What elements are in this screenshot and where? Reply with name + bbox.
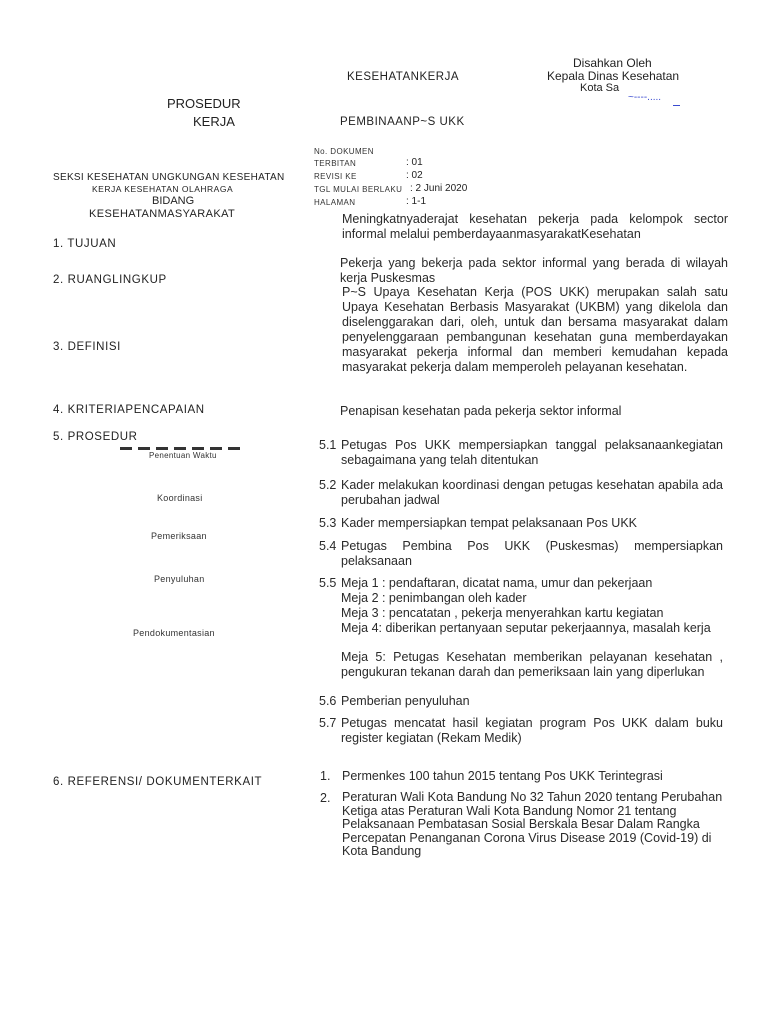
step-text: Meja 5: Petugas Kesehatan memberikan pelayanan kesehatan , pengukuran tekanan darah dan pemeriksaan lain yang diperlukan xyxy=(341,650,723,679)
meta-halaman-label: HALAMAN xyxy=(314,198,356,207)
org-line2: KERJA KESEHATAN OLAHRAGA xyxy=(92,184,234,194)
org-line3: BIDANG xyxy=(152,195,195,207)
referensi-number: 1. xyxy=(320,769,331,783)
dashed-divider xyxy=(120,437,252,445)
meta-revisi-value: : 02 xyxy=(406,170,423,181)
org-line4: KESEHATANMASYARAKAT xyxy=(89,208,236,220)
step-text: Meja 3 : pencatatan , pekerja menyerahkan kartu kegiatan xyxy=(341,606,664,620)
section-referensi: 6. REFERENSI/ DOKUMENTERKAIT xyxy=(53,776,263,788)
step-number: 5.4 xyxy=(319,539,337,553)
document-title-line2: KERJA xyxy=(193,114,235,129)
step-number: 5.2 xyxy=(319,478,337,492)
meta-terbitan-value: : 01 xyxy=(406,157,423,168)
topic-kesehatan-kerja: KESEHATANKERJA xyxy=(347,71,460,83)
referensi-number: 2. xyxy=(320,791,331,805)
meta-halaman-value: : 1-1 xyxy=(406,196,427,207)
step-text: Meja 4: diberikan pertanyaan seputar pekerjaannya, masalah kerja xyxy=(341,621,711,635)
signature-mark: ~----..... xyxy=(628,92,662,103)
step-number: 5.7 xyxy=(319,716,337,730)
section-prosedur: 5. PROSEDUR xyxy=(53,431,138,443)
step-number: 5.1 xyxy=(319,438,337,452)
meta-revisi-label: REVISI KE xyxy=(314,172,357,181)
approval-line1: Disahkan Oleh xyxy=(573,56,652,70)
document-title-line1: PROSEDUR xyxy=(167,96,241,111)
section-kriteria: 4. KRITERIAPENCAPAIAN xyxy=(53,404,205,416)
section-ruang-lingkup: 2. RUANGLINGKUP xyxy=(53,274,167,286)
label-koordinasi: Koordinasi xyxy=(157,493,203,503)
step-number: 5.3 xyxy=(319,516,337,530)
label-penentuan-waktu: Penentuan Waktu xyxy=(149,451,217,460)
step-text: Meja 1 : pendaftaran, dicatat nama, umur dan pekerjaan xyxy=(341,576,653,590)
label-pemeriksaan: Pemeriksaan xyxy=(151,531,207,541)
org-line1: SEKSI KESEHATAN UNGKUNGAN KESEHATAN xyxy=(53,172,285,183)
step-text: Petugas Pos UKK mempersiapkan tanggal pelaksanaankegiatan sebagaimana yang telah ditentukan xyxy=(341,438,723,467)
step-text: Kader mempersiapkan tempat pelaksanaan Pos UKK xyxy=(341,516,637,530)
section-definisi: 3. DEFINISI xyxy=(53,341,121,353)
step-number: 5.5 xyxy=(319,576,337,590)
step-text: Pemberian penyuluhan xyxy=(341,694,470,708)
signature-underline xyxy=(673,105,680,106)
meta-terbitan-label: TERBITAN xyxy=(314,159,357,168)
tujuan-text: Meningkatnyaderajat kesehatan pekerja pada kelompok sector informal melalui pemberdayaanmasyarakatKesehatan xyxy=(342,212,728,241)
kriteria-text: Penapisan kesehatan pada pekerja sektor informal xyxy=(340,404,622,418)
section-tujuan: 1. TUJUAN xyxy=(53,238,117,250)
step-text: Petugas Pembina Pos UKK (Puskesmas) mempersiapkan pelaksanaan xyxy=(341,539,723,568)
referensi-text: Peraturan Wali Kota Bandung No 32 Tahun 2020 tentang Perubahan Ketiga atas Peraturan Wali Kota Bandung Nomor 21 tentang Pelaksanaan Pembatasan Sosial Berskala Besar Dalam Rangka Percepatan Penanganan Corona Virus Disease 2019 (Covid-19) di Kota Bandung xyxy=(342,790,723,858)
approval-line3: Kota Sa xyxy=(580,82,620,94)
meta-tgl-value: : 2 Juni 2020 xyxy=(410,183,468,194)
topic-pembinaan: PEMBINAANP~S UKK xyxy=(340,116,465,128)
meta-tgl-label: TGL MULAI BERLAKU xyxy=(314,185,403,194)
approval-line2: Kepala Dinas Kesehatan xyxy=(547,69,680,83)
referensi-text: Permenkes 100 tahun 2015 tentang Pos UKK Terintegrasi xyxy=(342,769,663,783)
step-text: Petugas mencatat hasil kegiatan program Pos UKK dalam buku register kegiatan (Rekam Medik) xyxy=(341,716,723,745)
definisi-text: P~S Upaya Kesehatan Kerja (POS UKK) merupakan salah satu Upaya Kesehatan Berbasis Masyarakat (UKBM) yang dikelola dan diselenggarakan dari, oleh, untuk dan bersama masyarakat dalam penyelenggaraan pembangunan kesehatan guna memberdayakan masyarakat pekerja informal dan memberi kemudahan kepada masyarakat pekerja dalam memperoleh pelayanan kesehatan. xyxy=(342,285,728,374)
step-text: Kader melakukan koordinasi dengan petugas kesehatan apabila ada perubahan jadwal xyxy=(341,478,723,507)
label-penyuluhan: Penyuluhan xyxy=(154,574,205,584)
step-text: Meja 2 : penimbangan oleh kader xyxy=(341,591,527,605)
ruang-lingkup-text: Pekerja yang bekerja pada sektor informal yang berada di wilayah kerja Puskesmas xyxy=(340,256,728,285)
step-number: 5.6 xyxy=(319,694,337,708)
label-pendokumentasian: Pendokumentasian xyxy=(133,628,215,638)
meta-no-dokumen-label: No. DOKUMEN xyxy=(314,147,374,156)
